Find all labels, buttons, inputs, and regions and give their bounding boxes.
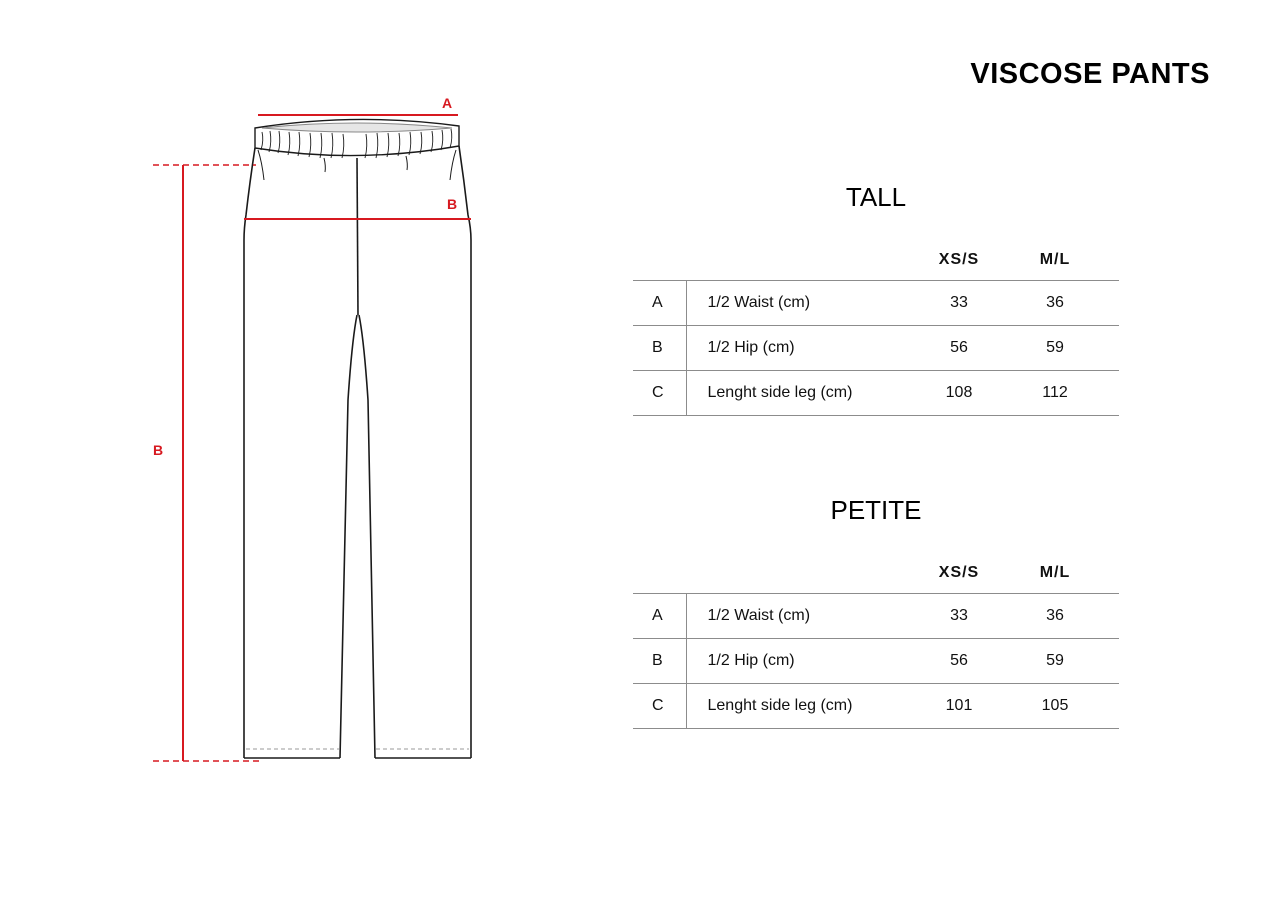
- table-header-row: [633, 553, 1119, 594]
- row-label: Lenght side leg (cm): [686, 371, 911, 416]
- row-value-m-l: 105: [1007, 684, 1103, 729]
- row-value-xs-s: 101: [911, 684, 1007, 729]
- side-leg-measure-label: B: [153, 442, 164, 458]
- tall-size-section: [633, 180, 1119, 416]
- header-size-m-l: M/L: [1039, 564, 1071, 581]
- table-row: [633, 594, 1119, 639]
- row-value-xs-s: 56: [911, 639, 1007, 684]
- row-code: A: [633, 281, 686, 326]
- section-title-petite: PETITE: [830, 495, 922, 525]
- row-code: C: [633, 684, 686, 729]
- table-header-row: [633, 240, 1119, 281]
- header-label: [686, 553, 911, 594]
- row-value-xs-s: 33: [911, 281, 1007, 326]
- row-value-m-l: 59: [1007, 326, 1103, 371]
- hip-measure-label: B: [447, 196, 458, 212]
- waistband: [255, 119, 459, 158]
- header-size-xs-s: XS/S: [938, 251, 980, 268]
- row-label: Lenght side leg (cm): [686, 684, 911, 729]
- header-code: [633, 553, 686, 594]
- row-code: A: [633, 594, 686, 639]
- pants-outline: [244, 146, 471, 758]
- table-row: [633, 371, 1119, 416]
- section-title-tall: TALL: [845, 182, 907, 212]
- side-leg-measure: [153, 165, 262, 761]
- row-value-m-l: 36: [1007, 281, 1103, 326]
- row-label: 1/2 Hip (cm): [686, 326, 911, 371]
- row-code: B: [633, 326, 686, 371]
- row-label: 1/2 Waist (cm): [686, 594, 911, 639]
- row-code: C: [633, 371, 686, 416]
- table-row: [633, 281, 1119, 326]
- header-code: [633, 240, 686, 281]
- row-value-xs-s: 33: [911, 594, 1007, 639]
- row-value-m-l: 36: [1007, 594, 1103, 639]
- row-value-m-l: 59: [1007, 639, 1103, 684]
- header-label: [686, 240, 911, 281]
- row-code: B: [633, 639, 686, 684]
- table-row: [633, 684, 1119, 729]
- waist-measure-label: A: [442, 95, 453, 111]
- header-size-xs-s: XS/S: [938, 564, 980, 581]
- header-size-m-l: M/L: [1039, 251, 1071, 268]
- petite-size-section: [633, 493, 1119, 729]
- page-title: VISCOSE PANTS: [970, 58, 1210, 90]
- table-row: [633, 326, 1119, 371]
- row-label: 1/2 Waist (cm): [686, 281, 911, 326]
- table-row: [633, 639, 1119, 684]
- tall-size-table: [633, 240, 1119, 416]
- row-label: 1/2 Hip (cm): [686, 639, 911, 684]
- row-value-xs-s: 108: [911, 371, 1007, 416]
- pants-technical-drawing: [0, 0, 600, 915]
- row-value-xs-s: 56: [911, 326, 1007, 371]
- row-value-m-l: 112: [1007, 371, 1103, 416]
- petite-size-table: [633, 553, 1119, 729]
